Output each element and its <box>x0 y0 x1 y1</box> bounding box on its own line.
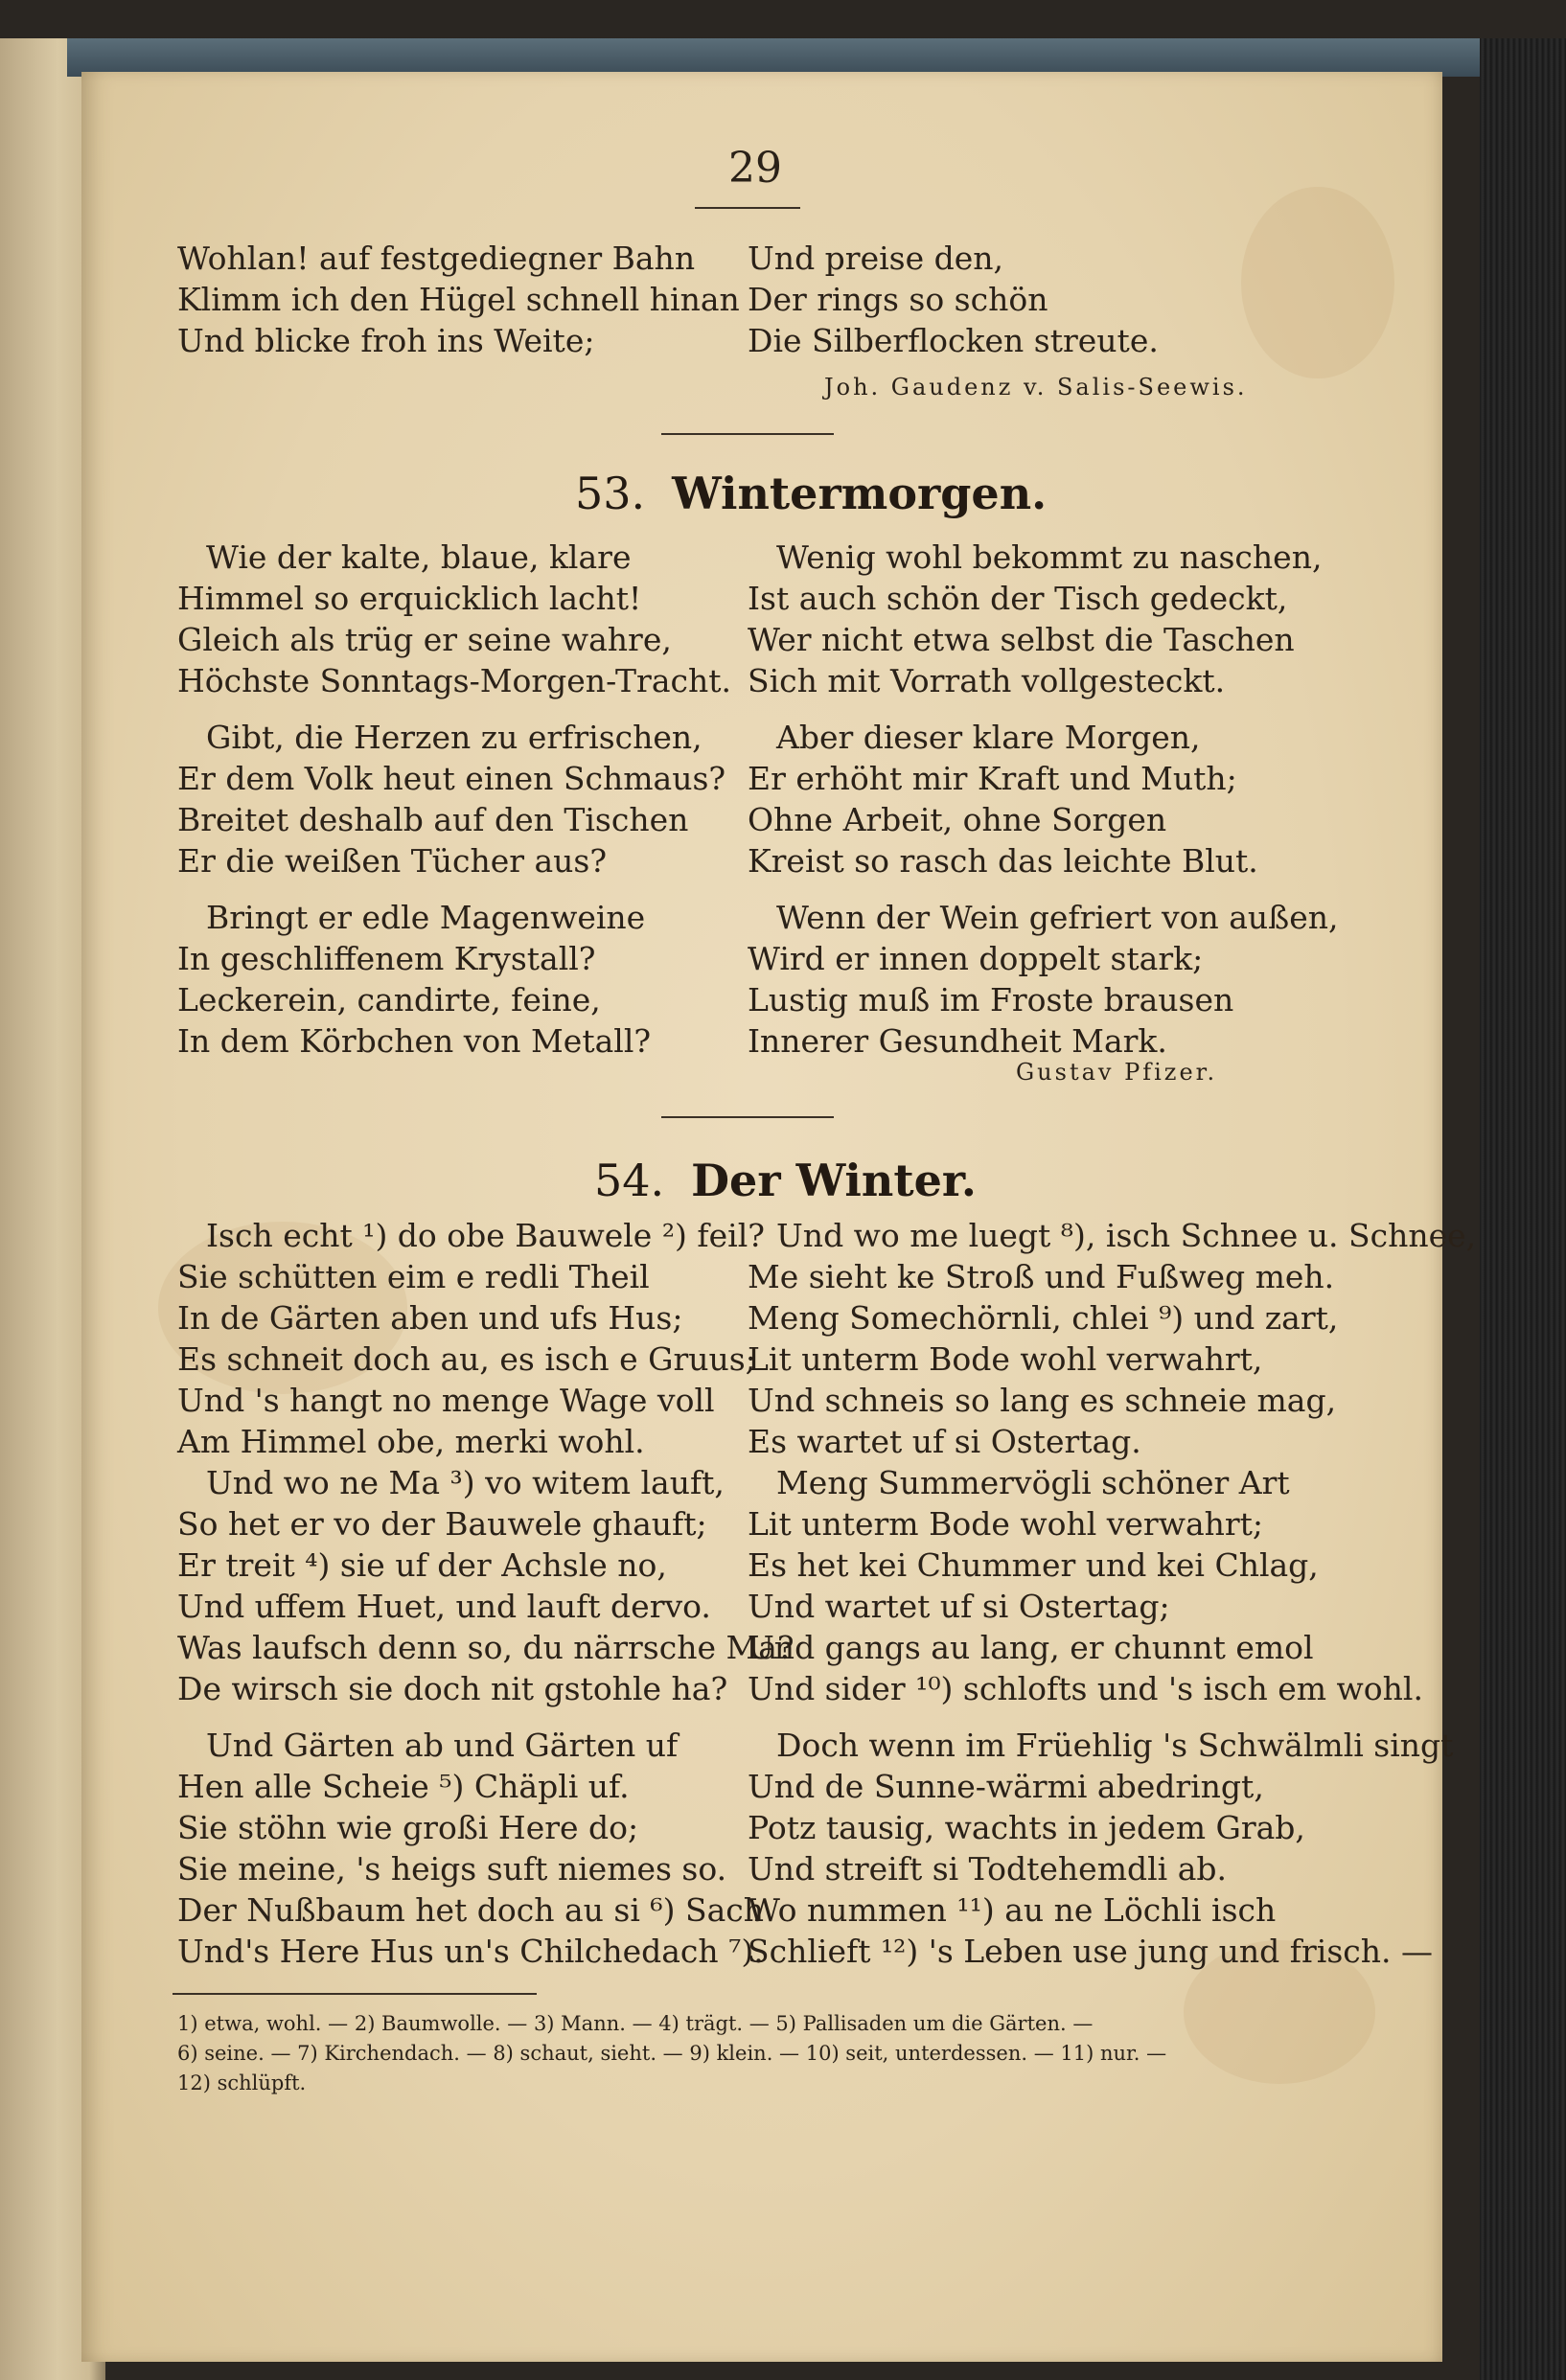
verse-line: Lit unterm Bode wohl verwahrt, <box>748 1340 1263 1378</box>
verse-line: Isch echt ¹) do obe Bauwele ²) feil? <box>206 1217 765 1254</box>
verse-line: Und wartet uf si Ostertag; <box>748 1588 1170 1625</box>
verse-line: Wohlan! auf festgediegner Bahn <box>177 240 696 277</box>
stanza-gap <box>748 881 1338 897</box>
verse-line: Schlieft ¹²) 's Leben use jung und frisch. — <box>748 1933 1433 1970</box>
poem53-author: Gustav Pfizer. <box>1016 1059 1218 1086</box>
verse-line: Höchste Sonntags-Morgen-Tracht. <box>177 662 731 699</box>
verse-line: Wenn der Wein gefriert von außen, <box>776 899 1339 936</box>
poem54-title: Der Winter. <box>691 1155 977 1206</box>
verse-line: Kreist so rasch das leichte Blut. <box>748 842 1258 880</box>
verse-line: Ohne Arbeit, ohne Sorgen <box>748 801 1167 838</box>
verse-line: Innerer Gesundheit Mark. <box>748 1022 1167 1060</box>
verse-line: Er die weißen Tücher aus? <box>177 842 608 880</box>
verse-line: Der Nußbaum het doch au si ⁶) Sach <box>177 1891 765 1929</box>
verse-line: Wer nicht etwa selbst die Taschen <box>748 621 1295 658</box>
verse-line: Er erhöht mir Kraft und Muth; <box>748 760 1237 797</box>
poem54-left-column <box>177 1215 795 1972</box>
poem54-heading <box>594 1155 977 1206</box>
verse-line: Hen alle Scheie ⁵) Chäpli uf. <box>177 1768 630 1805</box>
poem54-right-column <box>748 1215 1476 1972</box>
verse-line: Und streift si Todtehemdli ab. <box>748 1850 1227 1888</box>
verse-line: Wenig wohl bekommt zu naschen, <box>776 538 1323 576</box>
poem52-author: Joh. Gaudenz v. Salis-Seewis. <box>824 374 1248 400</box>
verse-line: Bringt er edle Magenweine <box>206 899 646 936</box>
verse-line: Und sider ¹⁰) schlofts und 's isch em wohl. <box>748 1670 1423 1707</box>
page-number: 29 <box>728 144 782 193</box>
verse-line: Es wartet uf si Ostertag. <box>748 1423 1141 1460</box>
book-spine <box>1480 38 1566 2380</box>
stanza-gap <box>748 1709 1476 1725</box>
verse-line: Und wo ne Ma ³) vo witem lauft, <box>206 1464 725 1501</box>
verse-line: Gleich als trüg er seine wahre, <box>177 621 672 658</box>
poem53-left-column <box>177 537 731 1062</box>
verse-line: Potz tausig, wachts in jedem Grab, <box>748 1809 1305 1846</box>
verse-line: Und schneis so lang es schneie mag, <box>748 1382 1337 1419</box>
verse-line: Gibt, die Herzen zu erfrischen, <box>206 719 702 756</box>
verse-line: Doch wenn im Früehlig 's Schwälmli singt <box>776 1727 1454 1764</box>
verse-line: Und uffem Huet, und lauft dervo. <box>177 1588 711 1625</box>
verse-line: Und Gärten ab und Gärten uf <box>206 1727 679 1764</box>
verse-line: In de Gärten aben und ufs Hus; <box>177 1299 683 1337</box>
verse-line: De wirsch sie doch nit gstohle ha? <box>177 1670 728 1707</box>
verse-line: Der rings so schön <box>748 281 1048 318</box>
verse-line: Es het kei Chummer und kei Chlag, <box>748 1546 1319 1584</box>
verse-line: Es schneit doch au, es isch e Gruus; <box>177 1340 756 1378</box>
verse-line: Wird er innen doppelt stark; <box>748 940 1204 977</box>
verse-line: Und preise den, <box>748 240 1004 277</box>
verse-line: Wie der kalte, blaue, klare <box>206 538 632 576</box>
stanza-gap <box>177 701 731 717</box>
poem53-number: 53. <box>575 468 646 519</box>
verse-line: In geschliffenem Krystall? <box>177 940 596 977</box>
verse-line: So het er vo der Bauwele ghauft; <box>177 1505 707 1543</box>
verse-line: Klimm ich den Hügel schnell hinan <box>177 281 740 318</box>
verse-line: Lustig muß im Froste brausen <box>748 981 1234 1018</box>
verse-line: Sie meine, 's heigs suft niemes so. <box>177 1850 727 1888</box>
poem53-right-column <box>748 537 1338 1062</box>
verse-line: Und blicke froh ins Weite; <box>177 322 595 359</box>
verse-line: Breitet deshalb auf den Tischen <box>177 801 689 838</box>
verse-line: Aber dieser klare Morgen, <box>776 719 1201 756</box>
verse-line: Sie stöhn wie großi Here do; <box>177 1809 639 1846</box>
verse-line: Am Himmel obe, merki wohl. <box>177 1423 645 1460</box>
poem53-title: Wintermorgen. <box>672 468 1048 519</box>
verse-line: Sich mit Vorrath vollgesteckt. <box>748 662 1226 699</box>
verse-line: Und 's hangt no menge Wage voll <box>177 1382 715 1419</box>
verse-line: Was laufsch denn so, du närrsche Ma? <box>177 1629 795 1666</box>
paper-stain <box>1241 187 1394 378</box>
stanza-gap <box>748 701 1338 717</box>
verse-line: Und gangs au lang, er chunnt emol <box>748 1629 1314 1666</box>
footnote-rule <box>173 1993 537 1995</box>
verse-line: Er dem Volk heut einen Schmaus? <box>177 760 726 797</box>
section-rule <box>661 433 834 435</box>
stanza-gap <box>177 881 731 897</box>
verse-line: Sie schütten eim e redli Theil <box>177 1258 650 1295</box>
section-rule <box>661 1116 834 1118</box>
footnotes <box>177 2009 1318 2098</box>
footnote-line: 6) seine. — 7) Kirchendach. — 8) schaut, sieht. — 9) klein. — 10) seit, unterdessen. — 11) nur. — <box>177 2042 1167 2065</box>
poem52-left-column <box>177 238 740 361</box>
verse-line: Meng Summervögli schöner Art <box>776 1464 1290 1501</box>
verse-line: Und's Here Hus un's Chilchedach ⁷). <box>177 1933 764 1970</box>
poem53-heading <box>575 468 1047 519</box>
book-cover-top <box>67 38 1485 77</box>
stanza-gap <box>177 1709 795 1725</box>
verse-line: Meng Somechörnli, chlei ⁹) und zart, <box>748 1299 1339 1337</box>
verse-line: Himmel so erquicklich lacht! <box>177 580 642 617</box>
verse-line: In dem Körbchen von Metall? <box>177 1022 652 1060</box>
verse-line: Die Silberflocken streute. <box>748 322 1159 359</box>
verse-line: Und de Sunne-wärmi abedringt, <box>748 1768 1264 1805</box>
page-number-rule <box>695 207 800 209</box>
footnote-line: 12) schlüpft. <box>177 2071 307 2094</box>
verse-line: Me sieht ke Stroß und Fußweg meh. <box>748 1258 1335 1295</box>
verse-line: Ist auch schön der Tisch gedeckt, <box>748 580 1288 617</box>
footnote-line: 1) etwa, wohl. — 2) Baumwolle. — 3) Mann. — 4) trägt. — 5) Pallisaden um die Gärten. — <box>177 2012 1094 2035</box>
verse-line: Und wo me luegt ⁸), isch Schnee u. Schnee, <box>776 1217 1477 1254</box>
poem52-right-column <box>748 238 1159 361</box>
verse-line: Lit unterm Bode wohl verwahrt; <box>748 1505 1264 1543</box>
verse-line: Leckerein, candirte, feine, <box>177 981 601 1018</box>
poem54-number: 54. <box>594 1155 665 1206</box>
verse-line: Er treit ⁴) sie uf der Achsle no, <box>177 1546 667 1584</box>
verse-line: Wo nummen ¹¹) au ne Löchli isch <box>748 1891 1277 1929</box>
